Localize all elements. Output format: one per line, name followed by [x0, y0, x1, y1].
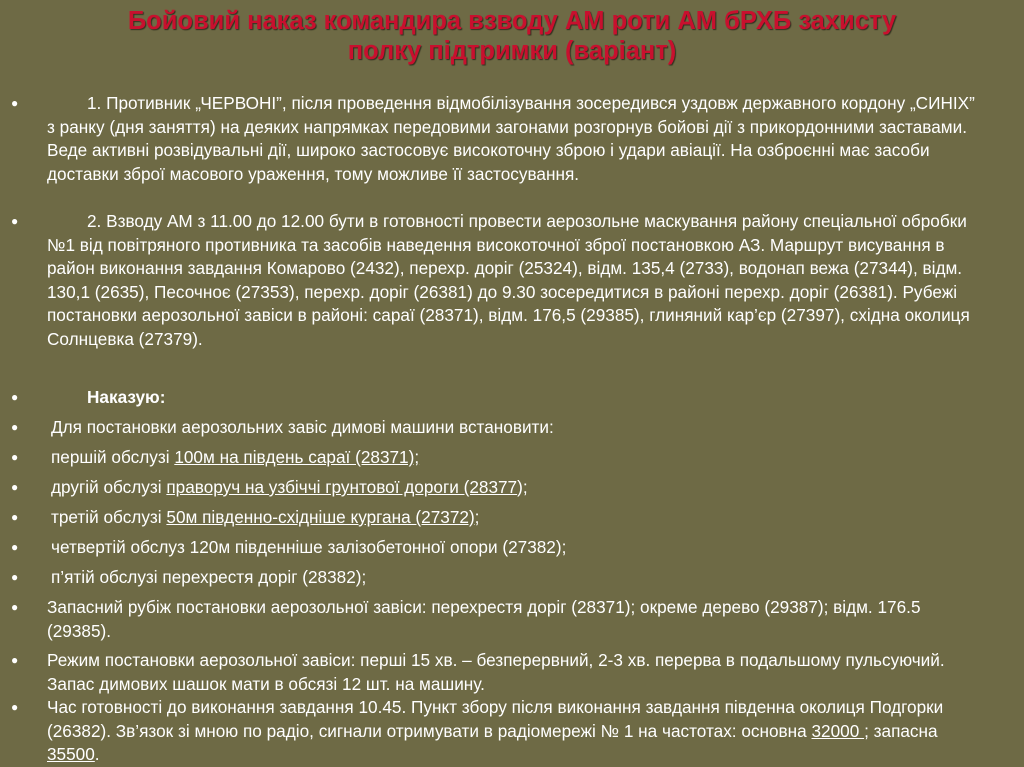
- item-text: [47, 596, 987, 643]
- bullet-icon: ●: [11, 96, 19, 110]
- crew-position-end: );: [517, 477, 528, 497]
- bullet-icon: ●: [11, 390, 19, 404]
- item-text: [47, 566, 987, 590]
- slide-title: [40, 6, 984, 66]
- crew-position: 50м південно-східніше кургана (27372);: [166, 507, 480, 527]
- item-text: [47, 386, 987, 410]
- readiness-text: Час готовності до виконання завдання 10.45. Пункт збору після виконання завдання південна околиця Подгорки (26382). Зв’язок зі мною по радіо, сигнали отримувати в радіомережі № 1 на частотах: основна: [47, 697, 944, 741]
- bullet-icon: ●: [11, 214, 19, 228]
- crew-label: другій обслузі: [51, 477, 167, 497]
- paragraph-task: 2. Взводу АМ з 11.00 до 12.00 бути в готовності провести аерозольне маскування району спеціальної обробки №1 від повітряного противника та засобів наведення високоточної зброї постановкою АЗ. Маршрут висування в район виконання завдання Комарово (2432), перехр. доріг (25324), відм. 135,4 (2733), водонап вежа (27344), відм. 130,1 (2635), Песочноє (27353), перехр. доріг (26381) до 9.30 зосередитися в районі перехр. доріг (26381). Рубежі постановки аерозольної завіси в районі: сараї (28371), відм. 176,5 (29385), глиняний кар’єр (27397), східна околиця Солнцевка (27379).: [47, 211, 970, 349]
- item-text: [47, 92, 987, 186]
- item-text: [47, 649, 987, 696]
- item-text: [47, 536, 987, 560]
- smoke-mode: Режим постановки аерозольної завіси: перші 15 хв. – безперервний, 2-3 хв. перерва в подальшому пульсуючий. Запас димових шашок мати в обсязі 12 шт. на машину.: [47, 650, 945, 694]
- bullet-icon: ●: [11, 480, 19, 494]
- item-text: [47, 696, 987, 767]
- item-text: [47, 476, 987, 500]
- crew-position: 100м на південь сараї (28371);: [174, 447, 420, 467]
- bullet-icon: ●: [11, 700, 19, 714]
- bullet-icon: ●: [11, 570, 19, 584]
- title-line-2: полку підтримки (варіант): [347, 37, 677, 65]
- readiness-text-end: .: [94, 744, 100, 764]
- item-text: [47, 446, 987, 470]
- bullet-icon: ●: [11, 653, 19, 667]
- main-frequency: 32000: [811, 720, 865, 741]
- item-text: [47, 506, 987, 530]
- readiness-text-mid: ; запасна: [864, 720, 938, 741]
- bullet-icon: ●: [11, 450, 19, 464]
- title-line-1: Бойовий наказ командира взводу АМ роти АМ бРХБ захисту: [127, 7, 897, 35]
- crew-line: четвертій обслуз 120м південніше залізобетонної опори (27382);: [51, 537, 567, 557]
- bullet-icon: ●: [11, 510, 19, 524]
- reserve-line: Запасний рубіж постановки аерозольної завіси: перехрестя доріг (28371); окреме дерево (29387); відм. 176.5 (29385).: [47, 597, 921, 641]
- item-text: [47, 416, 987, 440]
- bullet-icon: ●: [11, 540, 19, 554]
- smoke-machines-intro: Для постановки аерозольних завіс димові машини встановити:: [51, 417, 554, 437]
- crew-position: праворуч на узбіччі грунтової дороги (28377: [166, 477, 518, 497]
- crew-line: п’ятій обслузі перехрестя доріг (28382);: [51, 567, 367, 587]
- crew-label: першій обслузі: [51, 447, 175, 467]
- reserve-frequency: 35500: [47, 744, 95, 764]
- item-text: [47, 210, 987, 351]
- paragraph-enemy: 1. Противник „ЧЕРВОНІ”, після проведення відмобілізування зосередився уздовж державного кордону „СИНІХ” з ранку (дня заняття) на деяких напрямках передовими загонами розгорнув бойові дії з прикордонними заставами. Веде активні розвідувальні дії, широко застосовує високоточну зброю і удари авіації. На озброєнні має засоби доставки зброї масового ураження, тому можливе її застосування.: [47, 93, 975, 184]
- order-heading: Наказую:: [87, 387, 166, 407]
- bullet-icon: ●: [11, 600, 19, 614]
- bullet-icon: ●: [11, 420, 19, 434]
- crew-label: третій обслузі: [51, 507, 167, 527]
